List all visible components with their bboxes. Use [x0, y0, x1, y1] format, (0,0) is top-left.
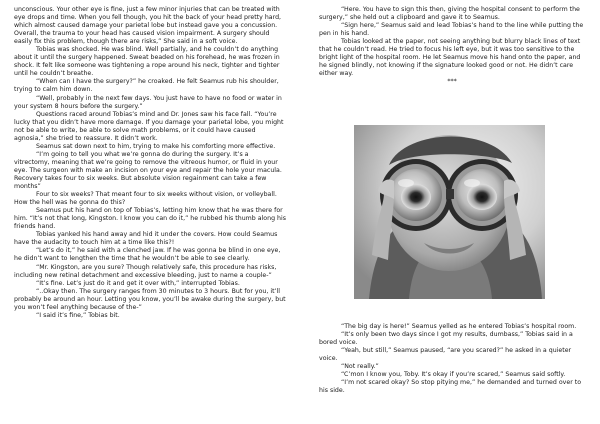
paragraph: “Not really.” — [341, 363, 379, 371]
paragraph: Tobias looked at the paper, not seeing anything but blurry black lines of text that he couldn’t read. He tried to focus his left eye, but it was too sensitive to the bright light of the hospital room. He let Seamus move his hand onto the paper, and he signed blindly, not knowing if the signature looked good or not. He didn’t care either way. — [319, 38, 581, 78]
paragraph: unconscious. Your other eye is fine, just a few minor injuries that can be treated with eye drops and time. When you fell though, you hit the back of your head pretty hard, which almost caused damage your parietal lobe but instead gave you a concussion. Overall, the trauma to your head has caused vision impairment. A surgery should easily fix this problem, though there are risks,” She said in a soft voice. — [14, 6, 282, 46]
paragraph: “It’s fine. Let’s just do it and get it over with,” interrupted Tobias. — [36, 279, 240, 287]
paragraph: “Yeah, but still,” Seamus paused, “are you scared?” he asked in a quieter voice. — [319, 347, 572, 363]
paragraph: “Here. You have to sign this then, giving the hospital consent to perform the surgery,” she held out a clipboard and gave it to Seamus. — [319, 6, 580, 22]
child-with-goggles-photo — [354, 125, 545, 299]
paragraph: “..Okay then. The surgery ranges from 30 minutes to 3 hours. But for you, it’ll probably be around an hour. Letting you know, you’ll be awake during the surgery, but you won’t feel anything because of the-” — [14, 287, 286, 311]
right-page-text-bottom — [319, 323, 585, 395]
paragraph: Seamus sat down next to him, trying to make his comforting more effective. — [36, 142, 276, 150]
paragraph: “The big day is here!” Seamus yelled as he entered Tobias’s hospital room. — [341, 323, 577, 330]
paragraph: “C’mon I know you, Toby. It’s okay if you’re scared,” Seamus said softly. — [341, 371, 566, 379]
paragraph: “Well, probably in the next few days. You just have to have no food or water in your system 8 hours before the surgery.” — [14, 94, 282, 110]
paragraph: “I’m going to tell you what we’re gonna do during the surgery. It’s a vitrectomy, meaning that we’re going to remove the vitreous humor, or fluid in your eye. The surgeon with make an incision on your eye and repair the hole your macula. Recovery takes four to six weeks. But absolute vision regainment can take a few months” — [14, 150, 282, 191]
paragraph: “I said it’s fine,” Tobias bit. — [36, 311, 120, 319]
paragraph: “Sign here,” Seamus said and lead Tobias’s hand to the line while putting the pen in his hand. — [319, 22, 584, 38]
paragraph: Questions raced around Tobias’s mind and Dr. Jones saw his face fall. “You’re lucky that you didn’t have more damage. If you damage your parietal lobe, you might not be able to write, be able to solve math problems, or it could have caused agnosia,” she tried to reassure. It didn’t work. — [14, 110, 284, 142]
paragraph: “It’s only been two days since I got my results, dumbass,” Tobias said in a bored voice. — [319, 331, 573, 347]
paragraph: Four to six weeks? That meant four to six weeks without vision, or volleyball. How the hell was he gonna do this? — [14, 191, 277, 207]
right-page-text-top — [319, 6, 585, 86]
paragraph: Tobias yanked his hand away and hid it under the covers. How could Seamus have the audacity to touch him at a time like this?! — [14, 231, 278, 247]
paragraph: “When can I have the surgery?” he croaked. He felt Seamus rub his shoulder, trying to calm him down. — [14, 78, 279, 94]
paragraph: “Let’s do it,” he said with a clenched jaw. If he was gonna be blind in one eye, he didn’t want to lengthen the time that he wouldn’t be able to see clearly. — [14, 247, 281, 263]
left-page-text — [14, 6, 286, 320]
scene-break: *** — [447, 78, 457, 86]
paragraph: “I’m not scared okay? So stop pitying me,” he demanded and turned over to his side. — [319, 379, 582, 395]
paragraph: “Mr. Kingston, are you sure? Though relatively safe, this procedure has risks, including new retinal detachment and excessive bleeding, just to name a couple-” — [14, 263, 277, 279]
paragraph: Tobias was shocked. He was blind. Well partially, and he couldn’t do anything about it until the surgery happened. Sweat beaded on his forehead, he was frozen in shock. It felt like someone was tightening a rope around his neck, tighter and tighter until he couldn’t breathe. — [14, 46, 280, 78]
paragraph: Seamus put his hand on top of Tobias’s, letting him know that he was there for him. “It’s not that long, Kingston. I know you can do it,” he rubbed his thumb along his friends hand. — [14, 207, 286, 231]
